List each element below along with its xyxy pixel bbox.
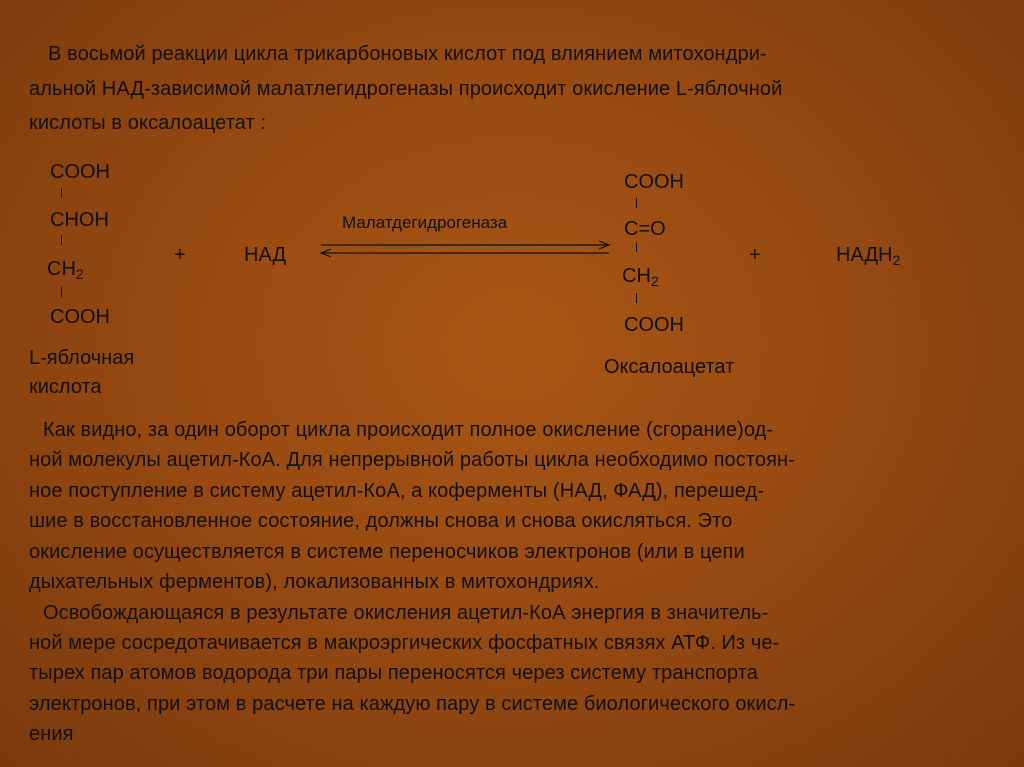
substrate-bond (61, 287, 62, 297)
product-bond (636, 242, 637, 252)
product-group-cooh-top: COOH (624, 171, 684, 193)
cofactor-nad: НАД (244, 244, 286, 266)
body-line: электронов, при этом в расчете на каждую пару в системе биологического окисл- (29, 693, 796, 715)
product-bond (636, 198, 637, 208)
substrate-bond (61, 235, 62, 245)
product-group-cooh-bottom: COOH (624, 314, 684, 336)
plus-sign: + (749, 244, 761, 266)
body-line: ения (29, 723, 74, 745)
substrate-group-cooh-top: COOH (50, 161, 110, 183)
substrate-group-ch2: $CH_2$ (47, 258, 84, 282)
body-line: Как видно, за один оборот цикла происходит полное окисление (сгорание)од- (43, 419, 774, 441)
body-line: ной молекулы ацетил-КоА. Для непрерывной работы цикла необходимо постоян- (29, 449, 795, 471)
substrate-bond (61, 188, 62, 198)
body-line: окисление осуществляется в системе переносчиков электронов (или в цепи (29, 541, 745, 563)
product-name: Оксалоацетат (604, 356, 735, 378)
substrate-group-choh: CHOH (50, 209, 109, 231)
intro-line: В восьмой реакции цикла трикарбоновых кислот под влиянием митохондри- (48, 43, 767, 65)
enzyme-label: Малатдегидрогеназа (342, 213, 508, 232)
product-group-ch2: $CH_2$ (622, 265, 659, 289)
product-group-co: C=O (624, 218, 666, 240)
substrate-name-line1: L-яблочная (29, 347, 135, 369)
body-line: ной мере сосредотачивается в макроэргических фосфатных связях АТФ. Из че- (29, 632, 780, 654)
product-bond (636, 293, 637, 303)
body-line: ное поступление в систему ацетил-КоА, а коферменты (НАД, ФАД), перешед- (29, 480, 765, 502)
plus-sign: + (174, 244, 186, 266)
equilibrium-arrows-icon (315, 238, 615, 262)
intro-line: альной НАД-зависимой малатлегидрогеназы происходит окисление L-яблочной (29, 78, 783, 100)
substrate-group-cooh-bottom: COOH (50, 306, 110, 328)
body-line: Освобождающаяся в результате окисления ацетил-КоА энергия в значитель- (43, 602, 769, 624)
body-line: дыхательных ферментов), локализованных в митохондриях. (29, 571, 600, 593)
body-line: тырех пар атомов водорода три пары переносятся через систему транспорта (29, 662, 758, 684)
body-line: шие в восстановленное состояние, должны снова и снова окисляться. Это (29, 510, 733, 532)
product-nadh2: $НАДН_2$ (836, 244, 901, 268)
intro-line: кислоты в оксалоацетат : (29, 112, 267, 134)
substrate-name-line2: кислота (29, 376, 102, 398)
